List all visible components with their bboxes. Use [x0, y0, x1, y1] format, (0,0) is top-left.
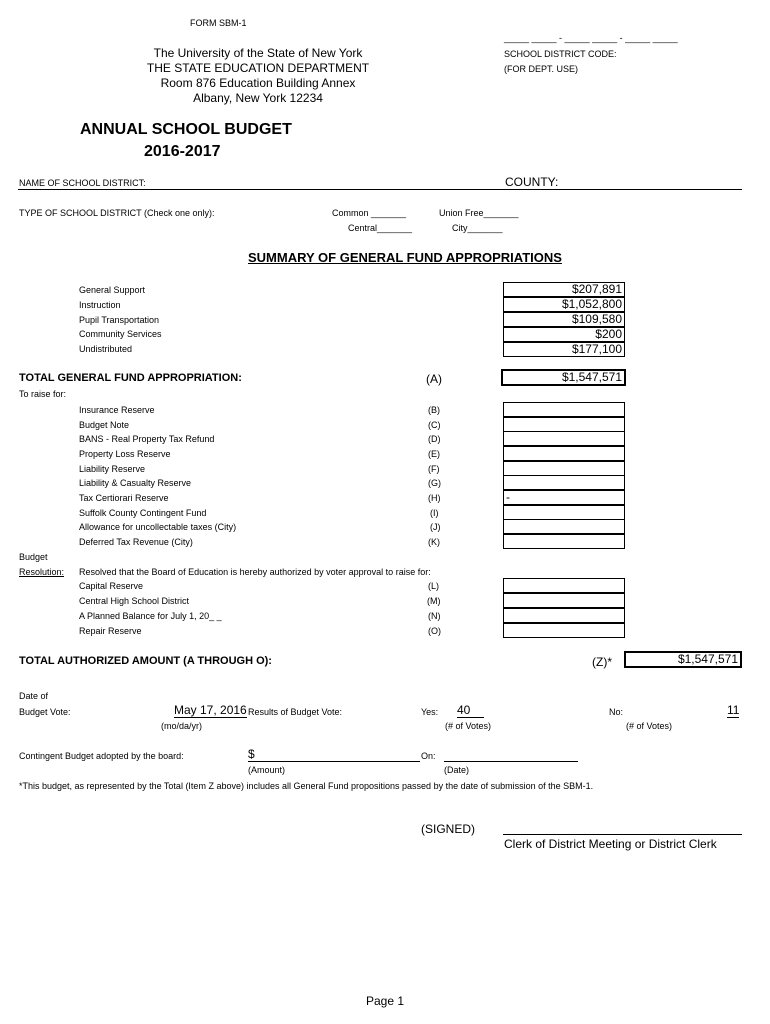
- yes-label: Yes:: [421, 707, 439, 717]
- raise-item-value-field[interactable]: [503, 446, 625, 461]
- authorized-total-value: $1,547,571: [677, 652, 738, 666]
- raise-item-label: Tax Certiorari Reserve: [79, 493, 169, 503]
- appropriation-value: $200: [595, 327, 622, 341]
- total-appropriation-value: $1,547,571: [561, 370, 622, 384]
- appropriation-value: $109,580: [571, 312, 622, 326]
- district-name-line[interactable]: [18, 189, 742, 190]
- raise-item-letter: (J): [430, 522, 441, 532]
- raise-item-value-field[interactable]: [503, 475, 625, 490]
- county-label: COUNTY:: [505, 175, 559, 189]
- header-line4: Albany, New York 12234: [193, 91, 323, 105]
- appropriation-label: Undistributed: [79, 344, 133, 354]
- header-line3: Room 876 Education Building Annex: [160, 76, 356, 90]
- raise-item-value: -: [506, 490, 510, 504]
- resolution-item-label: Capital Reserve: [79, 581, 144, 591]
- raise-item-label: Suffolk County Contingent Fund: [79, 508, 207, 518]
- contingent-dollar: $: [248, 747, 255, 761]
- raise-item-letter: (F): [428, 464, 440, 474]
- raise-item-value-field[interactable]: [503, 417, 625, 432]
- yes-votes-note: (# of Votes): [445, 721, 492, 731]
- resolution-label: Resolution:: [19, 567, 65, 577]
- page-number: Page 1: [366, 994, 405, 1008]
- clerk-label: Clerk of District Meeting or District Clerk: [504, 837, 717, 851]
- page-title: ANNUAL SCHOOL BUDGET: [80, 121, 292, 138]
- header-line2: THE STATE EDUCATION DEPARTMENT: [146, 61, 370, 75]
- raise-item-letter: (C): [428, 420, 441, 430]
- resolution-item-label: A Planned Balance for July 1, 20_ _: [79, 611, 222, 621]
- authorized-total-field[interactable]: [624, 651, 742, 668]
- type-common[interactable]: Common _______: [332, 208, 407, 218]
- raise-item-label: Allowance for uncollectable taxes (City): [79, 522, 237, 532]
- contingent-amount-line[interactable]: [248, 761, 420, 762]
- summary-title: SUMMARY OF GENERAL FUND APPROPRIATIONS: [248, 250, 562, 265]
- resolution-item-letter: (M): [427, 596, 441, 606]
- raise-item-letter: (I): [430, 508, 439, 518]
- raise-item-letter: (K): [428, 537, 440, 547]
- district-code-note: (FOR DEPT. USE): [504, 64, 579, 74]
- district-code-blanks: _____ _____ - _____ _____ - _____ _____: [504, 33, 678, 43]
- resolution-item-letter: (N): [428, 611, 441, 621]
- total-appropriation-field[interactable]: [501, 369, 626, 386]
- resolution-item-value-field[interactable]: [503, 593, 625, 608]
- raise-item-value-field[interactable]: [503, 505, 625, 520]
- raise-item-letter: (H): [428, 493, 441, 503]
- budget-year: 2016-2017: [144, 143, 221, 160]
- appropriation-value: $177,100: [571, 342, 622, 356]
- form-id: FORM SBM-1: [190, 18, 247, 28]
- type-union-free[interactable]: Union Free_______: [439, 208, 519, 218]
- appropriation-value-field[interactable]: [503, 327, 625, 342]
- appropriation-label: Instruction: [79, 300, 121, 310]
- resolution-text: Resolved that the Board of Education is hereby authorized by voter approval to raise for:: [79, 567, 431, 577]
- appropriation-value: $1,052,800: [561, 297, 622, 311]
- resolution-item-label: Repair Reserve: [79, 626, 142, 636]
- date-of-label: Date of: [19, 691, 49, 701]
- resolution-item-value-field[interactable]: [503, 578, 625, 593]
- signed-label: (SIGNED): [421, 822, 475, 836]
- raise-item-label: BANS - Real Property Tax Refund: [79, 434, 215, 444]
- district-code-label: SCHOOL DISTRICT CODE:: [504, 49, 617, 59]
- contingent-date-note: (Date): [444, 765, 470, 775]
- footnote: *This budget, as represented by the Total (Item Z above) includes all General Fund propositions passed by the date of submission of the SBM-1.: [19, 781, 594, 791]
- appropriation-value-field[interactable]: [503, 312, 625, 327]
- total-appropriation-letter: (A): [426, 372, 442, 386]
- no-votes[interactable]: 11: [727, 703, 740, 717]
- appropriation-label: Pupil Transportation: [79, 315, 160, 325]
- contingent-amount-note: (Amount): [248, 765, 286, 775]
- date-format-note: (mo/da/yr): [161, 721, 203, 731]
- budget-label: Budget: [19, 552, 48, 562]
- resolution-item-value-field[interactable]: [503, 608, 625, 623]
- raise-item-label: Budget Note: [79, 420, 130, 430]
- appropriation-value: $207,891: [571, 282, 622, 296]
- raise-item-value-field[interactable]: [503, 534, 625, 549]
- type-city[interactable]: City_______: [452, 223, 503, 233]
- raise-item-label: Property Loss Reserve: [79, 449, 171, 459]
- raise-item-value-field[interactable]: [503, 490, 625, 505]
- raise-item-value-field[interactable]: [503, 519, 625, 534]
- raise-item-letter: (D): [428, 434, 441, 444]
- appropriation-value-field[interactable]: [503, 297, 625, 312]
- district-name-label: NAME OF SCHOOL DISTRICT:: [19, 178, 146, 188]
- raise-item-letter: (E): [428, 449, 440, 459]
- raise-item-value-field[interactable]: [503, 402, 625, 417]
- header-line1: The University of the State of New York: [153, 46, 363, 60]
- resolution-item-label: Central High School District: [79, 596, 190, 606]
- resolution-item-value-field[interactable]: [503, 623, 625, 638]
- vote-results-label: Results of Budget Vote:: [248, 707, 343, 717]
- raise-item-letter: (B): [428, 405, 440, 415]
- to-raise-label: To raise for:: [19, 389, 67, 399]
- resolution-item-letter: (O): [428, 626, 441, 636]
- no-votes-note: (# of Votes): [626, 721, 673, 731]
- no-label: No:: [609, 707, 624, 717]
- authorized-total-letter: (Z)*: [592, 655, 612, 669]
- raise-item-letter: (G): [428, 478, 441, 488]
- contingent-label: Contingent Budget adopted by the board:: [19, 751, 184, 761]
- contingent-on-label: On:: [421, 751, 436, 761]
- raise-item-value-field[interactable]: [503, 461, 625, 476]
- raise-item-label: Deferred Tax Revenue (City): [79, 537, 193, 547]
- district-type-label: TYPE OF SCHOOL DISTRICT (Check one only):: [19, 208, 215, 218]
- appropriation-value-field[interactable]: [503, 342, 625, 357]
- total-appropriation-label: TOTAL GENERAL FUND APPROPRIATION:: [19, 372, 242, 384]
- appropriation-label: General Support: [79, 285, 146, 295]
- budget-vote-label: Budget Vote:: [19, 707, 71, 717]
- appropriation-label: Community Services: [79, 329, 162, 339]
- raise-item-label: Insurance Reserve: [79, 405, 155, 415]
- resolution-item-letter: (L): [428, 581, 439, 591]
- budget-vote-date[interactable]: May 17, 2016: [174, 703, 247, 717]
- type-central[interactable]: Central_______: [348, 223, 413, 233]
- appropriation-value-field[interactable]: [503, 282, 625, 297]
- authorized-total-label: TOTAL AUTHORIZED AMOUNT (A THROUGH O):: [19, 655, 272, 667]
- raise-item-label: Liability Reserve: [79, 464, 146, 474]
- yes-votes[interactable]: 40: [457, 703, 484, 718]
- signature-line[interactable]: [503, 834, 742, 835]
- contingent-date-line[interactable]: [444, 761, 578, 762]
- raise-item-label: Liability & Casualty Reserve: [79, 478, 192, 488]
- raise-item-value-field[interactable]: [503, 431, 625, 446]
